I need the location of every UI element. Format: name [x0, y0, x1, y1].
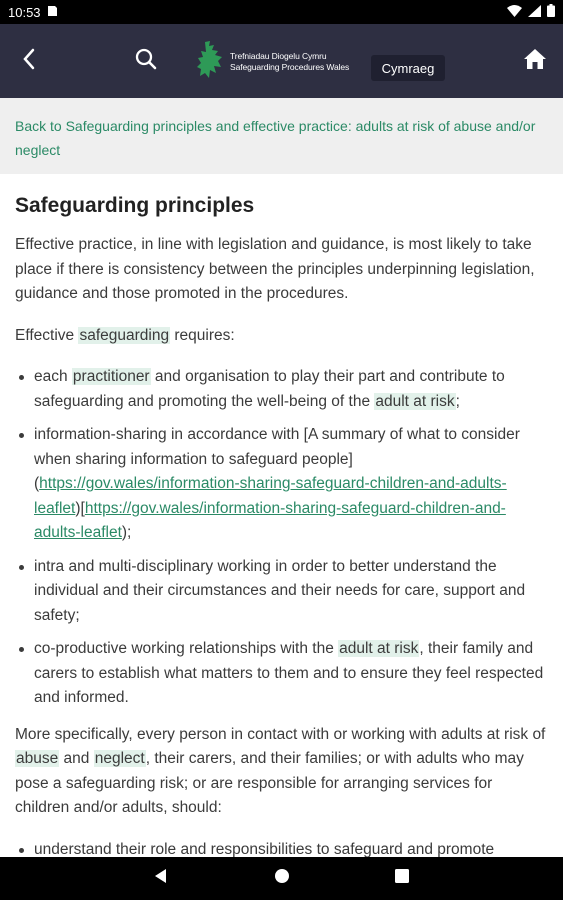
- nav-recents-button[interactable]: [372, 857, 432, 900]
- intro-paragraph: Effective practice, in line with legislation and guidance, is most likely to take place if there is consistency between the principles underpinning legislation, guidance and those promoted in the procedures.: [15, 236, 535, 302]
- text-segment: and: [59, 750, 94, 767]
- nav-home-icon: [274, 868, 290, 889]
- wifi-icon: [507, 5, 522, 20]
- text-segment: , their family and carers to establish what matters to them and to ensure they feel respected and informed.: [34, 640, 544, 706]
- nav-recents-icon: [395, 869, 409, 888]
- nav-back-icon: [154, 868, 168, 889]
- system-nav-bar: [0, 857, 563, 900]
- text-segment: information-sharing in accordance with [A summary of what to consider when sharing information to safeguard people] (: [34, 426, 520, 492]
- text-segment: , their carers, and their families; or with adults who may pose a safeguarding risk; or are responsible for arranging services for children and/or adults, should:: [15, 750, 524, 816]
- text-segment: Effective: [15, 326, 79, 344]
- list-item: [15, 365, 548, 414]
- text-segment: More specifically, every person in contact with or working with adults at risk of: [15, 725, 546, 743]
- back-button[interactable]: [1, 24, 57, 98]
- glossary-term-neglect[interactable]: neglect: [94, 750, 145, 767]
- notification-icon: [47, 5, 58, 20]
- article-content[interactable]: [0, 174, 563, 857]
- app-bar: [0, 24, 563, 98]
- home-button[interactable]: [507, 24, 563, 98]
- glossary-term-adult-at-risk[interactable]: adult at risk: [339, 640, 419, 657]
- signal-icon: [528, 5, 541, 20]
- list-item: [15, 423, 548, 546]
- status-bar: [0, 0, 563, 24]
- text-segment: requires:: [170, 326, 235, 344]
- battery-icon: [547, 4, 555, 20]
- search-icon: [135, 48, 157, 75]
- text-segment: each: [34, 368, 72, 385]
- glossary-term-safeguarding[interactable]: safeguarding: [79, 326, 170, 344]
- list-item: [15, 637, 548, 711]
- info-sharing-leaflet-link-2[interactable]: https://gov.wales/information-sharing-safeguard-children-and-adults-leaflet: [34, 499, 506, 541]
- glossary-term-adult-at-risk[interactable]: adult at risk: [375, 392, 455, 410]
- requires-paragraph: [15, 324, 548, 349]
- responsibilities-list: [15, 838, 548, 858]
- back-link-bar: [0, 98, 563, 174]
- chevron-left-icon: [22, 48, 36, 75]
- list-item: intra and multi-disciplinary working in order to better understand the individual and their circumstances and their needs for care, support and safety;: [15, 555, 548, 629]
- text-segment: and organisation to play their part and contribute to safeguarding and promoting the well-being of the: [34, 368, 505, 410]
- search-button[interactable]: [118, 24, 174, 98]
- requirements-list: [15, 365, 548, 711]
- logo-text: [230, 51, 349, 73]
- text-segment: co-productive working relationships with the: [34, 640, 339, 657]
- page-title: Safeguarding principles: [15, 194, 255, 217]
- nav-home-button[interactable]: [252, 857, 312, 900]
- app-logo[interactable]: [196, 42, 349, 82]
- text-segment: )[: [75, 499, 85, 517]
- nav-back-button[interactable]: [131, 857, 191, 900]
- glossary-term-abuse[interactable]: abuse: [16, 750, 59, 767]
- logo-line-welsh: Trefniadau Diogelu Cymru: [230, 51, 327, 61]
- more-specifically-paragraph: [15, 723, 548, 821]
- text-segment: ;: [455, 392, 460, 410]
- wales-dragon-icon: [196, 40, 226, 85]
- list-item: understand their role and responsibilities to safeguard and promote: [15, 838, 548, 858]
- glossary-term-practitioner[interactable]: practitioner: [72, 368, 150, 385]
- text-segment: );: [121, 524, 132, 541]
- language-toggle-button[interactable]: Cymraeg: [371, 55, 445, 81]
- back-to-parent-link[interactable]: Back to Safeguarding principles and effective practice: adults at risk of abuse and/or neglect: [15, 118, 536, 158]
- home-icon: [523, 48, 547, 75]
- status-time: 10:53: [8, 4, 41, 20]
- logo-line-english: Safeguarding Procedures Wales: [230, 62, 350, 72]
- info-sharing-leaflet-link[interactable]: https://gov.wales/information-sharing-safeguard-children-and-adults-leaflet: [34, 475, 507, 517]
